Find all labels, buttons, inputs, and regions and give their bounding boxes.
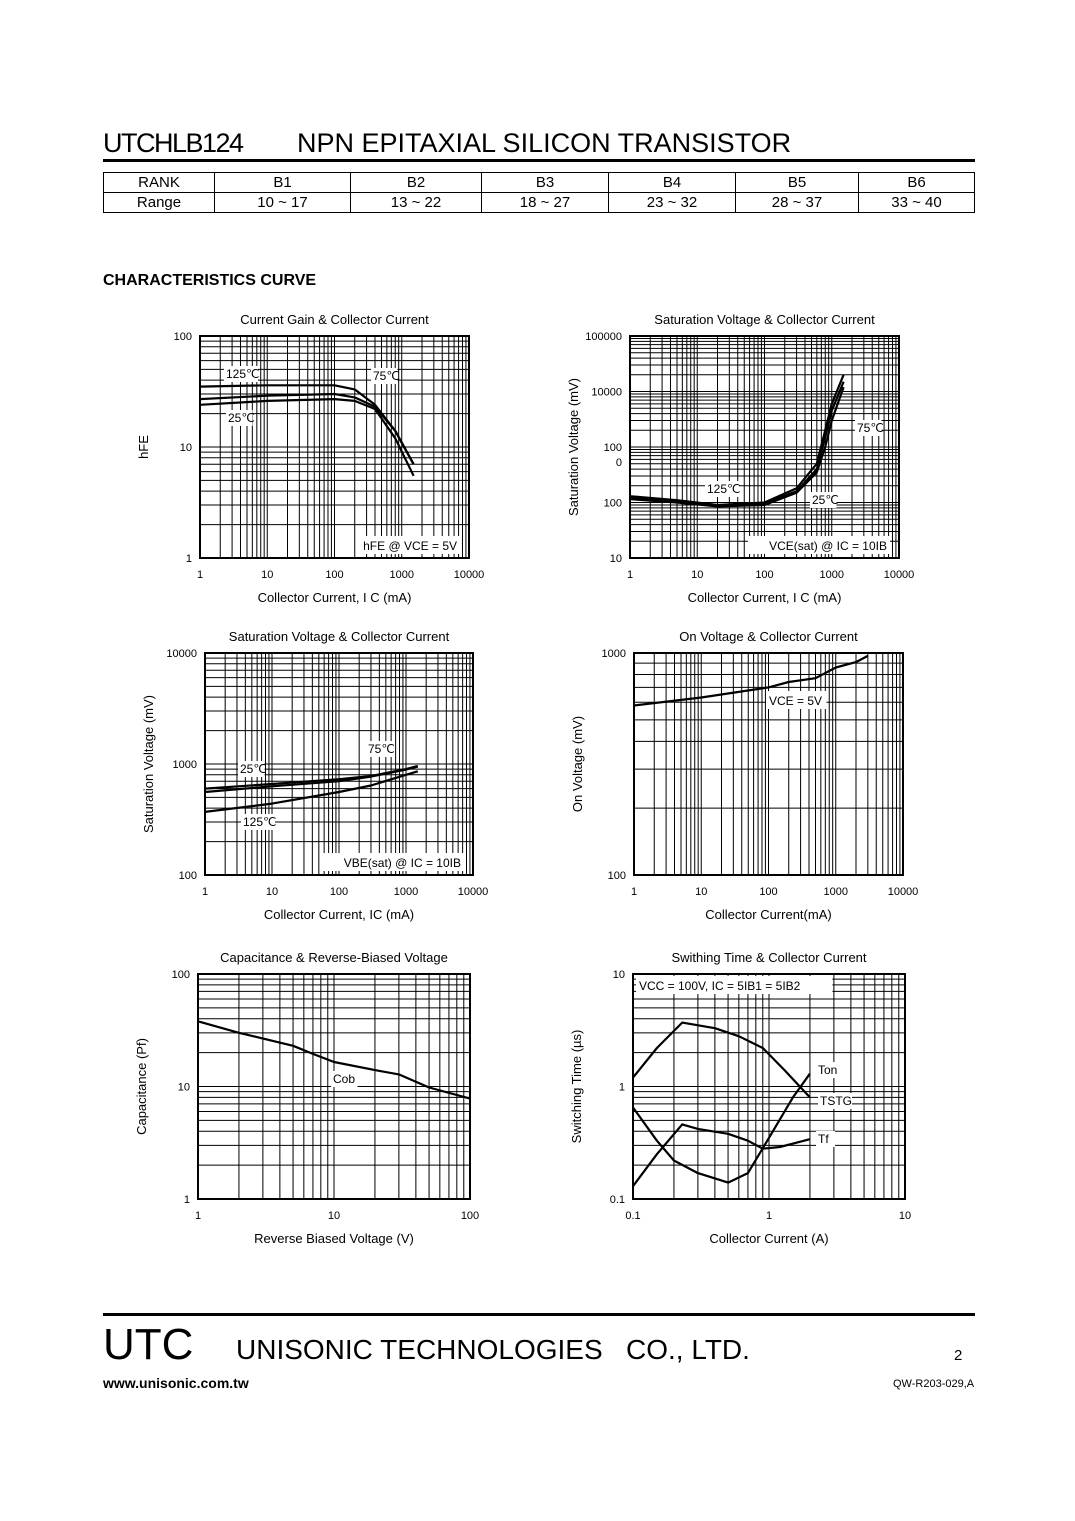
series-label: Tf (818, 1132, 829, 1146)
chart-title: Capacitance & Reverse-Biased Voltage (220, 950, 448, 965)
x-tick-label: 10 (261, 569, 274, 581)
range-cell: 28 ~ 37 (736, 193, 859, 213)
series-label: 75℃ (368, 742, 395, 756)
x-tick-label: 1 (196, 569, 204, 581)
y-axis-label: Switching Time (µs) (569, 1029, 584, 1144)
y-tick-label: 100000 (585, 331, 622, 343)
company-logo: UTC (103, 1320, 194, 1369)
x-tick-label: 10000 (883, 569, 915, 581)
x-tick-label: 1 (626, 569, 634, 581)
x-tick-label: 1000 (393, 886, 419, 898)
x-axis-label: Collector Current, I C (mA) (257, 590, 412, 605)
chart-annotation: VCE = 5V (769, 694, 823, 708)
range-cell: 10 ~ 17 (215, 193, 351, 213)
chart-6 (569, 950, 911, 1246)
y-tick-label: 100 (178, 870, 197, 882)
x-tick-label: 100 (325, 569, 344, 581)
chart-annotation: hFE @ VCE = 5V (363, 539, 457, 553)
x-tick-label: 100 (755, 569, 774, 581)
y-tick-label: 0.1 (609, 1194, 625, 1206)
x-tick-label: 1000 (823, 886, 848, 898)
y-tick-label: 100 (603, 497, 622, 510)
x-axis-label: Collector Current(mA) (705, 907, 832, 922)
y-tick-label: 100 (607, 870, 626, 882)
x-axis-label: Collector Current, IC (mA) (263, 907, 415, 922)
x-tick-label: 10 (898, 1210, 912, 1222)
x-tick-label: 10 (327, 1210, 341, 1222)
chart-title: Current Gain & Collector Current (240, 312, 429, 327)
range-cell: 33 ~ 40 (859, 193, 975, 213)
range-label: Range (104, 193, 215, 213)
rank-cell: B4 (609, 173, 736, 193)
series-label: Cob (333, 1072, 356, 1086)
x-axis-label: Collector Current, I C (mA) (687, 590, 842, 605)
series-line (633, 1124, 810, 1186)
y-tick-label: 10 (179, 442, 192, 454)
series-line (633, 1074, 810, 1183)
x-tick-label: 100 (329, 886, 349, 898)
x-tick-label: 1000 (389, 569, 414, 581)
rank-cell: B5 (736, 173, 859, 193)
device-description: NPN EPITAXIAL SILICON TRANSISTOR (297, 128, 792, 158)
x-axis-label: Reverse Biased Voltage (V) (254, 1231, 414, 1246)
y-tick-label: 10 (612, 969, 625, 981)
y-tick-label: 100 (171, 969, 190, 981)
page-number: 2 (954, 1347, 963, 1364)
x-tick-label: 100 (460, 1210, 480, 1222)
series-label: 25℃ (228, 411, 255, 425)
rank-cell: B1 (215, 173, 351, 193)
y-axis-label: On Voltage (mV) (570, 715, 585, 813)
y-tick-label: 100 (603, 442, 622, 454)
x-axis-label: Collector Current (A) (709, 1231, 829, 1246)
series-label: 75℃ (857, 421, 884, 435)
y-tick-label: 0 (615, 457, 622, 469)
x-tick-label: 1 (201, 886, 209, 898)
chart-2 (566, 312, 914, 605)
y-tick-label: 1 (618, 1081, 625, 1094)
x-tick-label: 10 (691, 569, 704, 581)
x-tick-label: 1 (765, 1210, 773, 1222)
range-cell: 13 ~ 22 (351, 193, 482, 213)
y-axis-label: Saturation Voltage (mV) (141, 694, 156, 834)
chart-title: On Voltage & Collector Current (679, 629, 858, 644)
y-tick-label: 1000 (172, 759, 197, 771)
y-axis-label: hFE (136, 435, 151, 459)
y-tick-label: 10000 (591, 386, 622, 399)
y-tick-label: 100 (173, 331, 192, 343)
document-code: QW-R203-029,A (893, 1378, 975, 1390)
x-tick-label: 1000 (819, 569, 844, 581)
chart-annotation: VCC = 100V, IC = 5IB1 = 5IB2 (639, 979, 801, 993)
chart-1 (136, 312, 484, 605)
y-tick-label: 1 (185, 553, 192, 565)
y-tick-label: 1 (183, 1194, 190, 1206)
part-number: UTCHLB124 (103, 128, 243, 158)
series-label: 75℃ (373, 369, 400, 383)
series-label: 25℃ (812, 493, 839, 507)
website-link[interactable]: www.unisonic.com.tw (103, 1375, 249, 1391)
y-tick-label: 10 (177, 1081, 190, 1094)
chart-title: Swithing Time & Collector Current (671, 950, 867, 965)
chart-annotation: VBE(sat) @ IC = 10IB (343, 856, 461, 870)
range-cell: 23 ~ 32 (609, 193, 736, 213)
rank-cell: B6 (859, 173, 975, 193)
series-label: Ton (818, 1063, 838, 1077)
x-tick-label: 100 (759, 886, 778, 898)
y-tick-label: 1000 (601, 648, 626, 660)
chart-title: Saturation Voltage & Collector Current (228, 629, 450, 644)
series-label: 125℃ (226, 367, 260, 381)
series-label: 125℃ (243, 815, 277, 829)
chart-title: Saturation Voltage & Collector Current (654, 312, 875, 327)
y-tick-label: 10 (609, 553, 622, 565)
x-tick-label: 0.1 (625, 1210, 641, 1222)
y-axis-label: Capacitance (Pf) (134, 1038, 149, 1135)
x-tick-label: 10000 (457, 886, 489, 898)
x-tick-label: 1 (630, 886, 638, 898)
x-tick-label: 10000 (887, 886, 919, 898)
series-label: 125℃ (707, 482, 741, 496)
series-label: 25℃ (240, 762, 267, 776)
rank-cell: B3 (482, 173, 609, 193)
x-tick-label: 10000 (453, 569, 485, 581)
y-axis-label: Saturation Voltage (mV) (566, 377, 581, 517)
chart-annotation: VCE(sat) @ IC = 10IB (769, 539, 887, 553)
company-name: UNISONIC TECHNOLOGIES CO., LTD. (236, 1334, 750, 1365)
x-tick-label: 10 (695, 886, 708, 898)
x-tick-label: 1 (194, 1210, 202, 1222)
y-tick-label: 10000 (166, 648, 197, 660)
section-title: CHARACTERISTICS CURVE (103, 272, 317, 289)
footer-rule (103, 1313, 975, 1316)
chart-4 (570, 629, 918, 922)
series-label: TSTG (820, 1094, 852, 1108)
rank-cell: B2 (351, 173, 482, 193)
range-cell: 18 ~ 27 (482, 193, 609, 213)
chart-5 (134, 950, 479, 1246)
x-tick-label: 10 (265, 886, 279, 898)
chart-3 (141, 629, 488, 922)
rank-label: RANK (104, 173, 215, 193)
